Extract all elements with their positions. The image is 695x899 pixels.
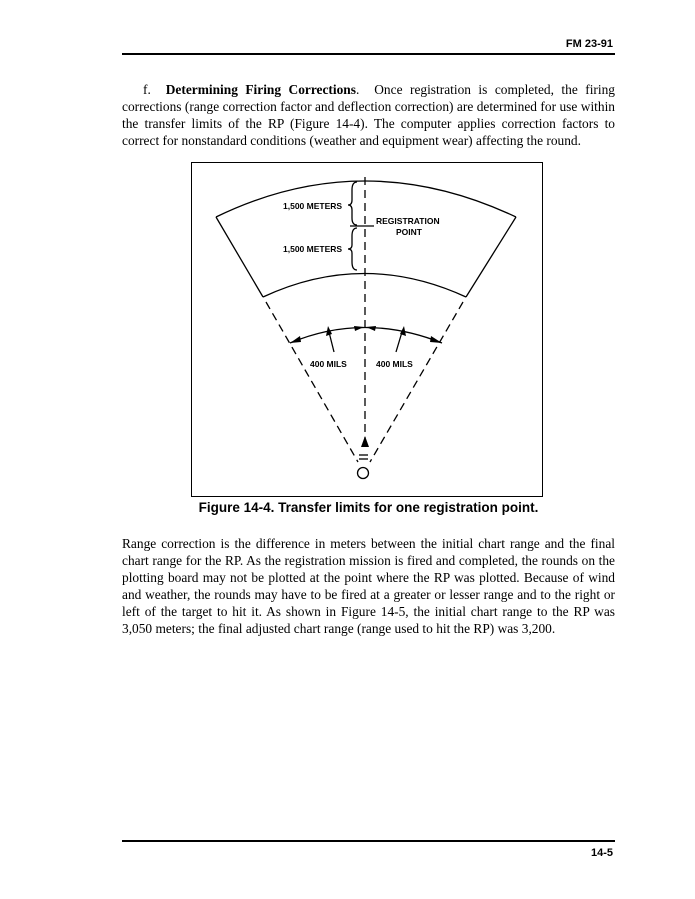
registration-point-label-line2: POINT xyxy=(396,227,422,237)
figure-caption: Figure 14-4. Transfer limits for one registration point. xyxy=(198,500,539,515)
right-limit-dashed-line xyxy=(370,302,463,462)
left-mils-label: 400 MILS xyxy=(310,359,347,369)
mils-arc xyxy=(290,328,442,344)
page-number: 14-5 xyxy=(590,847,613,859)
gun-position-icon xyxy=(358,468,369,479)
lower-range-brace xyxy=(348,228,357,270)
lower-range-label: 1,500 METERS xyxy=(283,244,343,254)
left-limit-dashed-line xyxy=(266,302,358,462)
left-sector-edge xyxy=(216,217,263,297)
right-mils-label: 400 MILS xyxy=(376,359,413,369)
document-id: FM 23-91 xyxy=(565,38,613,50)
upper-range-label: 1,500 METERS xyxy=(283,201,343,211)
left-mils-pointer xyxy=(329,332,334,352)
paragraph-marker: f. xyxy=(143,82,151,97)
paragraph-firing-corrections: f. Determining Firing Corrections. Once registration is completed, the firing corrections (range correction factor and deflection correction) are determined for use within the transfer limits of the RP (Figure 14-4). The computer applies correction factors to correct for nonstandard conditions (weather and equipment wear) affecting the round. xyxy=(122,82,615,148)
paragraph-range-correction: Range correction is the difference in meters between the initial chart range and the final chart range for the RP. As the registration mission is fired and completed, the rounds on the plotting board may not be plotted at the point where the RP was plotted. Because of wind and weather, the rounds may have to be fired at a greater or lesser range and to the right or left of the target to hit it. As shown in Figure 14-5, the initial chart range to the RP was 3,050 meters; the final adjusted chart range (range used to hit the RP) was 3,200. xyxy=(122,536,615,636)
arrowheads xyxy=(290,326,442,447)
right-mils-pointer xyxy=(396,332,402,352)
right-sector-edge xyxy=(466,217,516,297)
footer-rule xyxy=(122,840,615,842)
paragraph-heading: Determining Firing Corrections xyxy=(165,82,356,97)
outer-range-arc xyxy=(216,181,516,217)
paragraph-body: Once registration is completed, the firing corrections (range correction factor and deflection correction) are determined for use within the transfer limits of the RP (Figure 14-4). The computer applies correction factors to correct for nonstandard conditions (weather and equipment wear) affecting the round. xyxy=(122,82,615,148)
upper-range-brace xyxy=(348,182,357,225)
registration-point-label-line1: REGISTRATION xyxy=(376,216,440,226)
